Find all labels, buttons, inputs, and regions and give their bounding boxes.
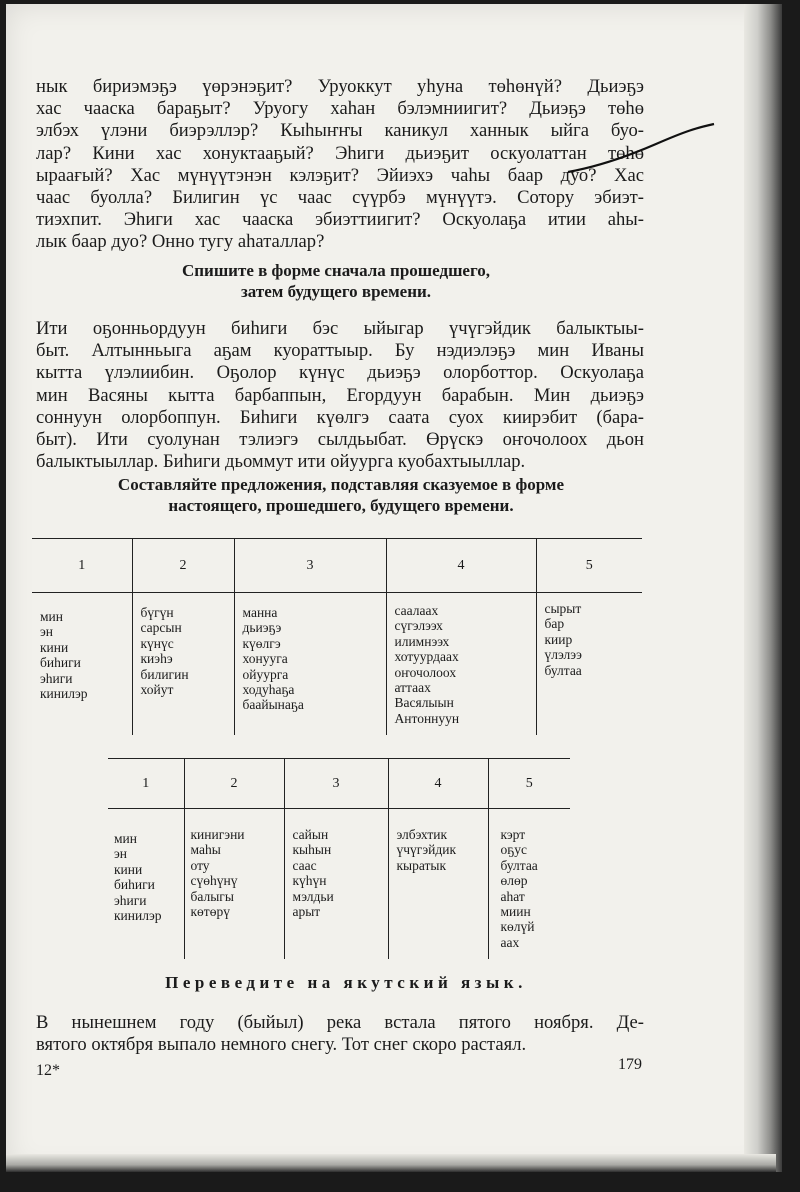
word: оту [190,857,210,873]
heading-exercise-3: Переведите на якутский язык. [165,973,527,992]
word: хотуурдаах [394,649,459,665]
word: үлэлээ [544,647,582,663]
word: көтөрү [190,904,230,920]
word: күһүн [292,873,327,889]
table-cell [284,809,388,959]
text-line: Ити оҕонньордуун биһиги бэс ыйыгар үчүгэйдик балыктыы- [36,318,644,339]
word: арыт [292,904,321,920]
col-header: 5 [536,539,642,593]
paragraph-top [36,76,644,254]
col-header: 2 [132,539,234,593]
table-cell [132,593,234,735]
word: бултаа [544,662,582,678]
table-header-row [32,539,642,593]
word: сайын [292,827,329,842]
text-line: соннуун олорбоппун. Биһиги күөлгэ саата суох киирэбит (бара- [36,406,644,428]
word: сырыт [544,601,582,616]
word: кини [40,639,69,655]
col-header: 3 [284,759,388,809]
word: өлөр [500,873,528,889]
word: үчүгэйдик [396,842,456,858]
table-cell [388,809,488,959]
col-header: 1 [32,539,132,593]
word: ойуурга [242,666,289,682]
word: бултаа [500,857,538,873]
page-edge-shadow [6,1154,776,1172]
table-cell [32,593,132,735]
text-line: балыктыыллар. Биһиги дьоммут ити ойуурга куобахтыыллар. [36,451,526,473]
word: мэлдьи [292,888,334,904]
word: саас [292,857,317,873]
word: бүгүн [140,605,174,620]
word: киир [544,631,573,647]
col-header: 1 [108,759,184,809]
word: көлүй [500,919,535,935]
word: элбэхтик [396,827,448,842]
text-line: быт). Ити суолунан тэлиэгэ сылдьыбат. Өрүскэ оҥочолоох дьон [36,428,644,450]
word: биһиги [114,877,155,893]
table-cell [184,809,284,959]
word: сүөһүнү [190,873,238,889]
word: саалаах [394,603,439,618]
table-header-row [108,759,570,809]
text-line: быт. Алтынньыга аҕам куораттыыр. Бу нэдиэлэҕэ мин Иваны [36,340,644,362]
word: сүгэлээх [394,618,443,634]
word: мин [40,609,63,624]
text-line: тиэхпит. Эһиги хас чааска эбиэттиигит? Оскуолаҕа итии аһы- [36,209,644,231]
word: балыгы [190,888,234,904]
col-header: 4 [388,759,488,809]
table-cell [386,593,536,735]
heading-exercise-1 [46,260,626,302]
word: күнүс [140,635,174,651]
table-cell [108,809,184,959]
heading-line: затем будущего времени. [240,282,432,301]
word: кинигэни [190,827,245,842]
word: манна [242,605,278,620]
paragraph-mid [36,318,644,473]
word: оҥочолоох [394,664,457,680]
word: бар [544,616,565,632]
word: кэрт [500,827,526,842]
page-number: 179 [618,1056,642,1073]
word: кини [114,861,143,877]
pen-mark-icon [566,122,716,182]
word: мин [114,831,137,846]
col-header: 3 [234,539,386,593]
word: илимнээх [394,633,450,649]
text-line: лык баар дуо? Онно тугу аһаталлар? [36,231,325,253]
text-line: элбэх үлэни биэрэллэр? Кыһыҥҥы каникул ханнык ыйга буо- [36,120,644,142]
paragraph-bottom [36,1012,644,1056]
word: баайынаҕа [242,697,304,713]
word: ходуһаҕа [242,682,295,698]
heading-exercise-2 [36,474,646,516]
word: аһат [500,888,525,904]
word: эн [40,624,54,640]
word: киэһэ [140,651,173,667]
word: маһы [190,842,221,858]
col-header: 2 [184,759,284,809]
table-cell [488,809,570,959]
word: миин [500,904,531,920]
text-line: чаас буолла? Билигин үс чаас сүүрбэ мүнүүтэ. Сотору эбиэт- [36,186,644,208]
text-line: хас чааска бараҕыт? Уруогу хаһан бэлэмниигит? Дьиэҕэ төһө [36,98,644,120]
col-header: 5 [488,759,570,809]
heading-line: Спишите в форме сначала прошедшего, [181,261,491,280]
table-cell [536,593,642,735]
word: дьиэҕэ [242,620,282,636]
heading-line: Составляйте предложения, подставляя сказуемое в форме [117,475,565,494]
text-line: нык бириэмэҕэ үөрэнэҕит? Уруоккут уһуна төһөнүй? Дьиэҕэ [36,76,644,97]
signature-mark: 12* [36,1062,60,1079]
word: кинилэр [40,686,88,702]
text-line: лар? Кини хас хонуктааҕый? Эһиги дьиэҕит оскуолаттан төһө [36,142,644,164]
heading-line: настоящего, прошедшего, будущего времени. [168,496,514,515]
text-line: В нынешнем году (быйыл) река встала пятого ноября. Де- [36,1012,644,1033]
text-line: вятого октября выпало немного снегу. Тот снег скоро растаял. [36,1034,527,1056]
word: аах [500,934,520,950]
text-line: мин Васяны кытта барбаппын, Егордуун барабын. Мин дьиэҕэ [36,384,644,406]
table-body-row [32,593,642,735]
word: эһиги [40,670,73,686]
word: биһиги [40,655,81,671]
word: Васялыын [394,695,454,711]
col-header: 4 [386,539,536,593]
word: оҕус [500,842,527,858]
text-line: кытта үлэлиибин. Оҕолор күнүс дьиэҕэ олорботтор. Оскуолаҕа [36,362,644,384]
word: күөлгэ [242,635,281,651]
word: хонууга [242,651,288,667]
word: билигин [140,666,189,682]
word: кинилэр [114,908,162,924]
word: кыратык [396,857,447,873]
table-body-row [108,809,570,959]
table-1 [32,538,642,735]
word: аттаах [394,680,431,696]
table-2 [108,758,570,959]
word: хойут [140,682,174,698]
word: кыһын [292,842,332,858]
table-cell [234,593,386,735]
text-line: ыраағый? Хас мүнүүтэнэн кэлэҕит? Эйиэхэ чаһы баар дуо? Хас [36,164,644,186]
word: эһиги [114,892,147,908]
word: Антоннуун [394,710,460,726]
page-edge-shadow [744,4,782,1172]
word: сарсын [140,620,182,636]
book-page [6,4,776,1172]
word: эн [114,846,128,862]
